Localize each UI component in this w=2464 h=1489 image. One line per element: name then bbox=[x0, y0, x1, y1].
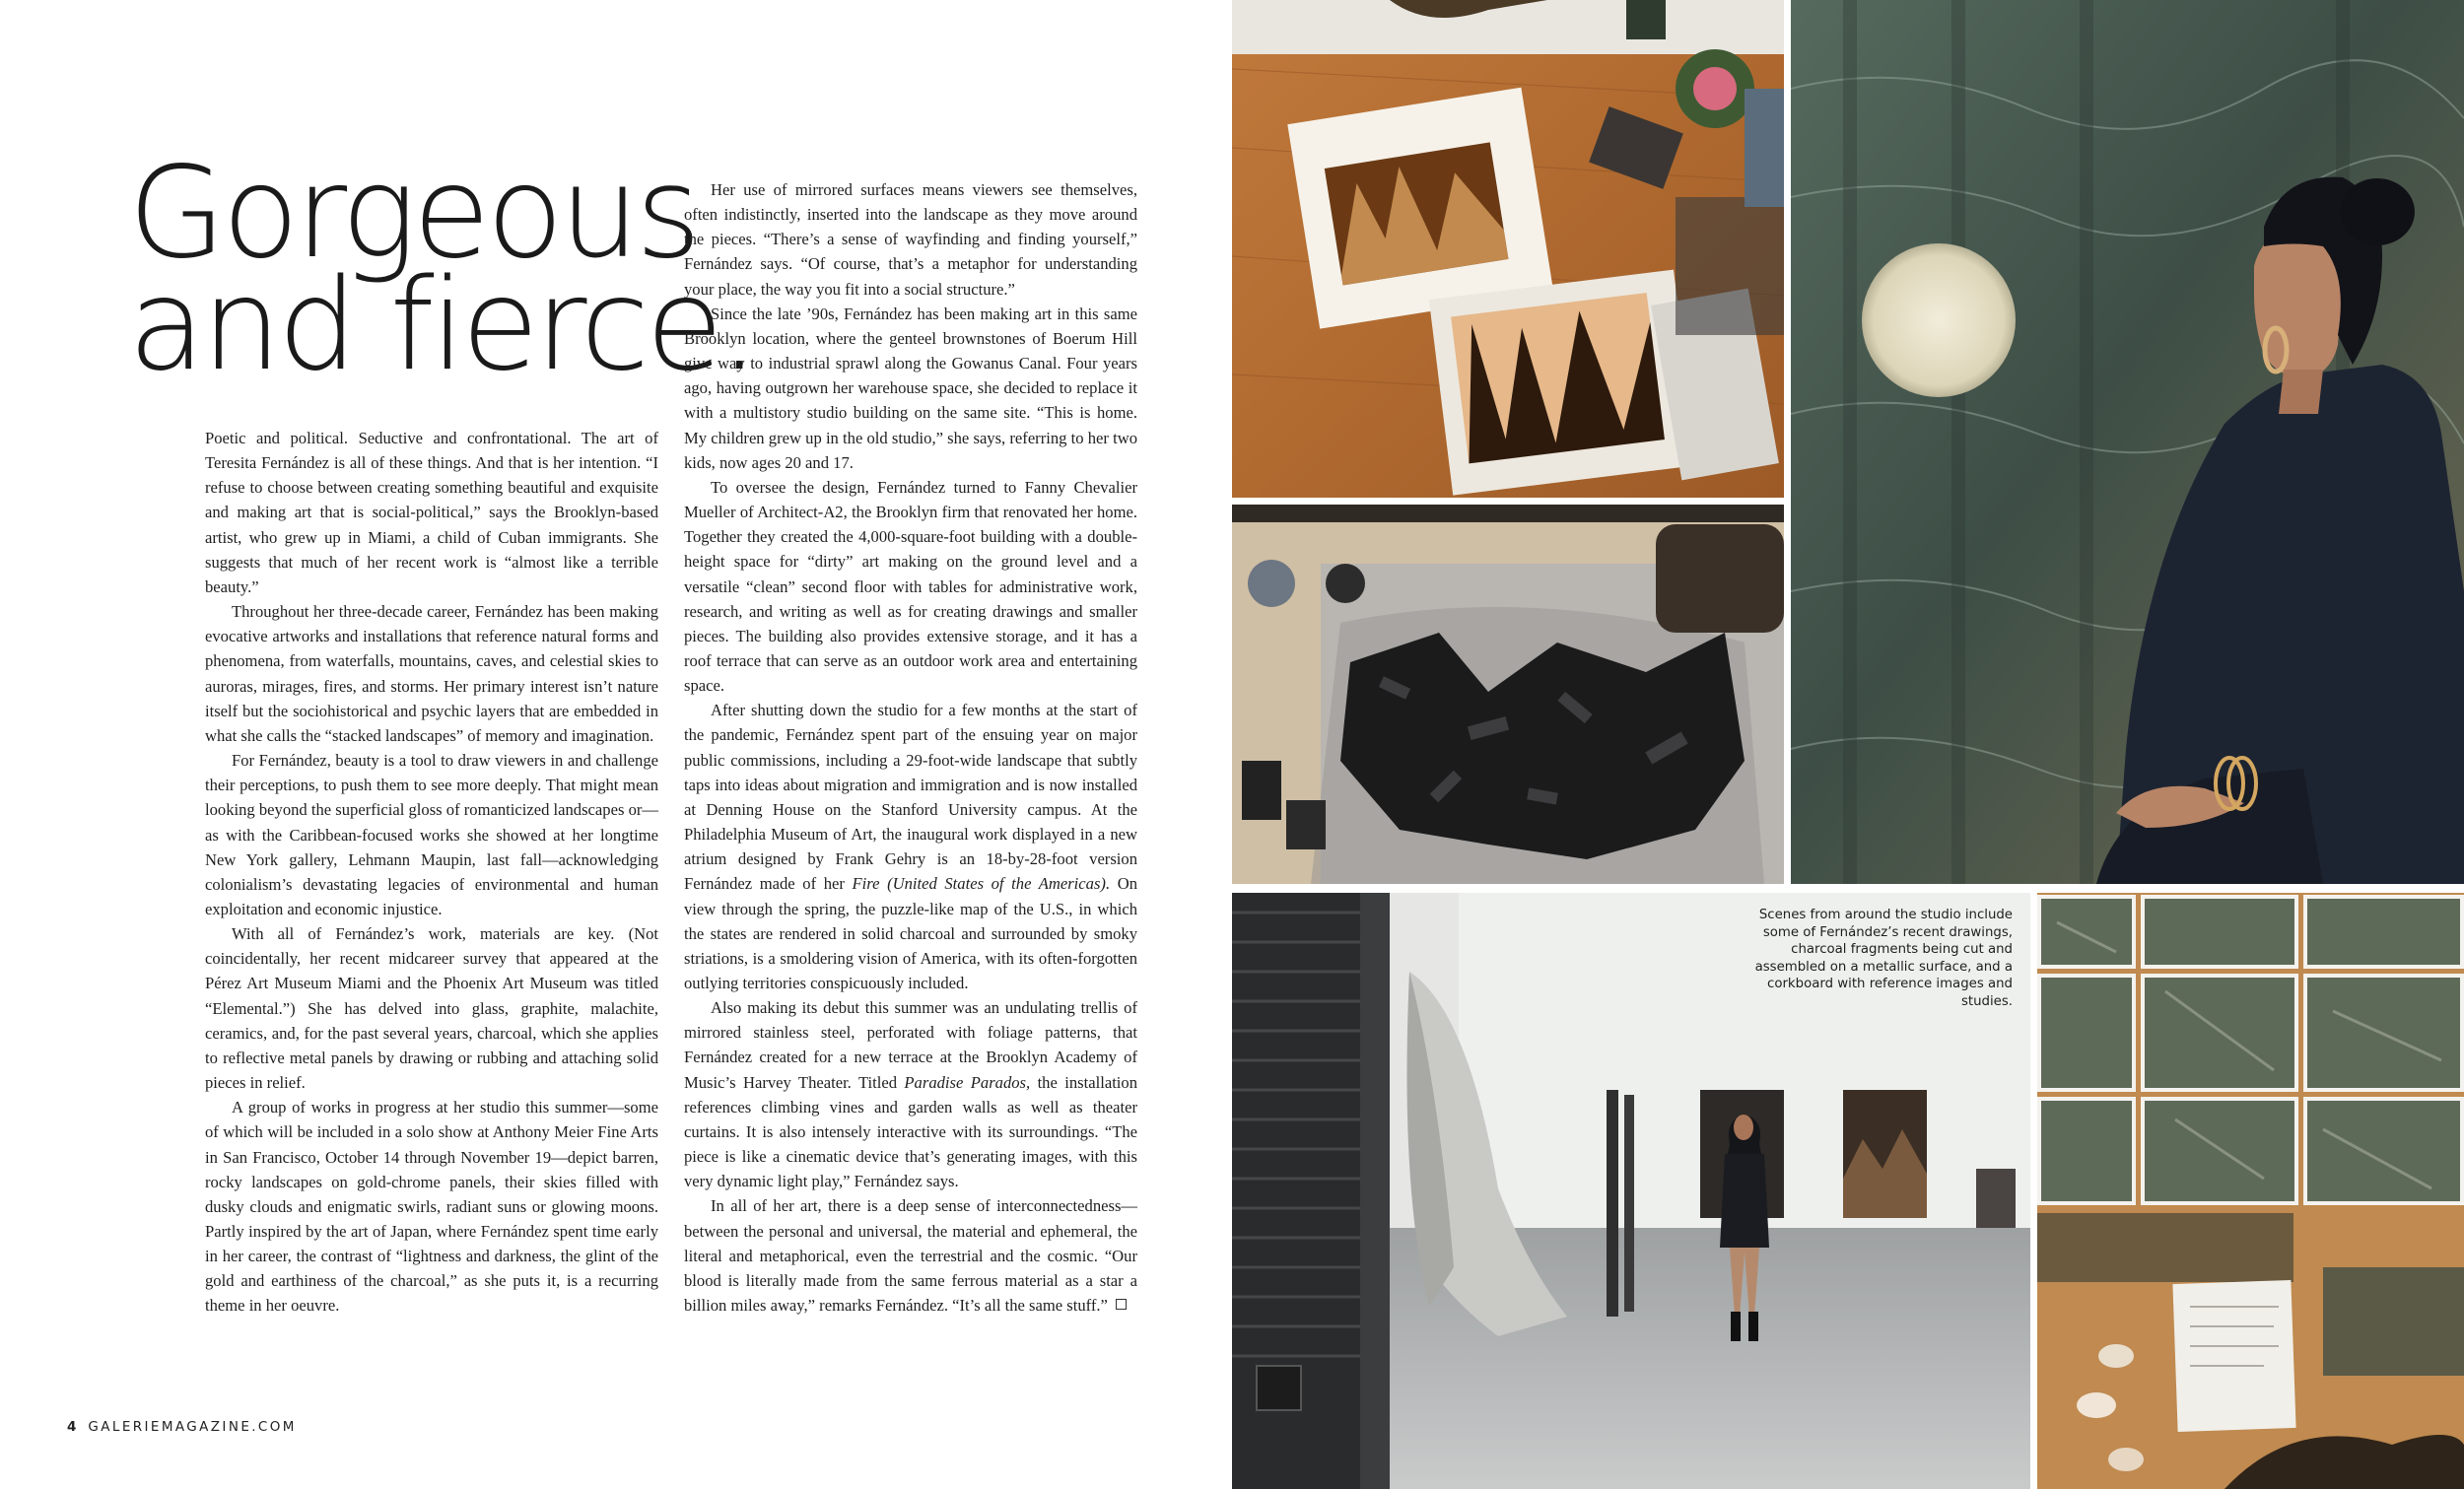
article-column-2 bbox=[684, 177, 1137, 1318]
paragraph bbox=[684, 995, 1137, 1193]
corkboard-photo bbox=[2037, 893, 2464, 1489]
artwork-title: Fire (United States of the Americas). bbox=[852, 874, 1111, 894]
paragraph-text: After shutting down the studio for a few months at the start of the pandemic, Fernández spent part of the ensuing year on major public commissions, including a 29-foot-wide landscape that subtly taps into ideas about migration and immigration and is now installed at Denning House on the Stanford University campus. At the Philadelphia Museum of Art, the inaugural work displayed in a new atrium designed by Frank Gehry is an 18-by-28-foot version Fernández made of her bbox=[684, 701, 1137, 894]
end-mark-icon bbox=[1116, 1299, 1127, 1310]
paragraph: A group of works in progress at her studio this summer—some of which will be included in a solo show at Anthony Meier Fine Arts in San Francisco, October 14 through November 19—depict barren, rocky landscapes on gold-chrome panels, their skies filled with dusky clouds and enigmatic swirls, radiant suns or glowing moons. Partly inspired by the art of Japan, where Fernández spent time early in her career, the contrast of “lightness and darkness, the glint of the gold and earthiness of the charcoal,” as she puts it, is a recurring theme in her oeuvre. bbox=[205, 1098, 658, 1316]
paragraph bbox=[684, 698, 1137, 995]
folio bbox=[67, 1419, 297, 1435]
photo-caption: Scenes from around the studio include some of Fernández’s recent drawings, charcoal fragments being cut and assembled on a metallic surface, and a corkboard with reference images and studies. bbox=[1754, 908, 2013, 1009]
article-column-1 bbox=[205, 426, 658, 1319]
paragraph-text: Also making its debut this summer was an undulating trellis of mirrored stainless steel, perforated with foliage patterns, that Fernández created for a new terrace at the Brooklyn Academy of Music’s Harvey Theater. Titled bbox=[684, 998, 1137, 1092]
studio-drawings-photo bbox=[1232, 0, 1784, 498]
headline-line-2: and fierce. bbox=[128, 252, 756, 399]
paragraph: Poetic and political. Seductive and confrontational. The art of Teresita Fernández is all of these things. And that is her intention. “I refuse to choose between creating something beautiful and exquisite and making art that is social-political,” says the Brooklyn-based artist, who grew up in Miami, a child of Cuban immigrants. She suggests that much of her recent work is “almost like a terrible beauty.” bbox=[205, 429, 658, 596]
headline-line-1: Gorgeous bbox=[128, 140, 698, 287]
paragraph: Throughout her three-decade career, Fernández has been making evocative artworks and installations that reference natural forms and phenomena, from waterfalls, mountains, caves, and celestial skies to auroras, mirages, fires, and storms. Her primary interest isn’t nature itself but the sociohistorical and psychic layers that are embedded in what she calls the “stacked landscapes” of memory and imagination. bbox=[205, 602, 658, 745]
paragraph: For Fernández, beauty is a tool to draw viewers in and challenge their perceptions, to push them to see more deeply. That might mean looking beyond the superficial gloss of romanticized landscapes or—as with the Caribbean-focused works she showed at her longtime New York gallery, Lehmann Maupin, last fall—acknowledging colonialism’s devastating legacies of environmental and human exploitation and economic injustice. bbox=[205, 751, 658, 918]
site-url: GALERIEMAGAZINE.COM bbox=[88, 1419, 297, 1435]
headline bbox=[128, 140, 756, 399]
charcoal-fragments-photo bbox=[1232, 505, 1784, 884]
paragraph bbox=[684, 1193, 1137, 1318]
artwork-title: Paradise Parados, bbox=[904, 1072, 1031, 1092]
paragraph-text: the installation references climbing vines and garden walls as well as theater curtains. It is also intensely interactive with its surroundings. “The piece is like a cinematic device that’s generating images, with this very dynamic light play,” Fernández says. bbox=[684, 1072, 1138, 1191]
paragraph-text: In all of her art, there is a deep sense of interconnectedness—between the personal and universal, the material and ephemeral, the literal and metaphorical, even the terrestrial and the cosmic. “Our blood is literally made from the same ferrous material as a star a billion miles away,” remarks Fernández. “It’s all the same stuff.” bbox=[684, 1196, 1137, 1316]
paragraph-text: On view through the spring, the puzzle-like map of the U.S., in which the states are rendered in solid charcoal and surrounded by smoky striations, is a smoldering vision of America, with its often-forgotten outlying territories conspicuously included. bbox=[684, 874, 1137, 992]
paragraph: With all of Fernández’s work, materials are key. (Not coincidentally, her recent midcareer survey that appeared at the Pérez Art Museum Miami and the Phoenix Art Museum was titled “Elemental.”) She has delved into glass, graphite, malachite, ceramics, and, for the past several years, charcoal, which she applies to reflective metal panels by drawing or rubbing and attaching solid pieces in relief. bbox=[205, 924, 658, 1093]
paragraph: To oversee the design, Fernández turned to Fanny Chevalier Mueller of Architect-A2, the Brooklyn firm that renovated her home. Together they created the 4,000-square-foot building with a double-height space for “dirty” art making on the ground level and a versatile “clean” second floor with tables for administrative work, research, and writing as well as for creating drawings and smaller pieces. The building also provides extensive storage, and it has a roof terrace that can serve as an outdoor work area and entertaining space. bbox=[684, 477, 1137, 696]
page-number: 4 bbox=[67, 1419, 77, 1435]
paragraph: Her use of mirrored surfaces means viewers see themselves, often indistinctly, inserted into the landscape as they move around the pieces. “There’s a sense of wayfinding and finding yourself,” Fernández says. “Of course, that’s a metaphor for understanding your place, the way you fit into a social structure.” bbox=[684, 180, 1137, 299]
artist-portrait-photo bbox=[1791, 0, 2464, 884]
paragraph: Since the late ’90s, Fernández has been making art in this same Brooklyn location, where the genteel brownstones of Boerum Hill give way to industrial sprawl along the Gowanus Canal. Four years ago, having outgrown her warehouse space, she decided to replace it with a multistory studio building on the same site. “This is home. My children grew up in the old studio,” she says, referring to her two kids, now ages 20 and 17. bbox=[684, 304, 1137, 472]
